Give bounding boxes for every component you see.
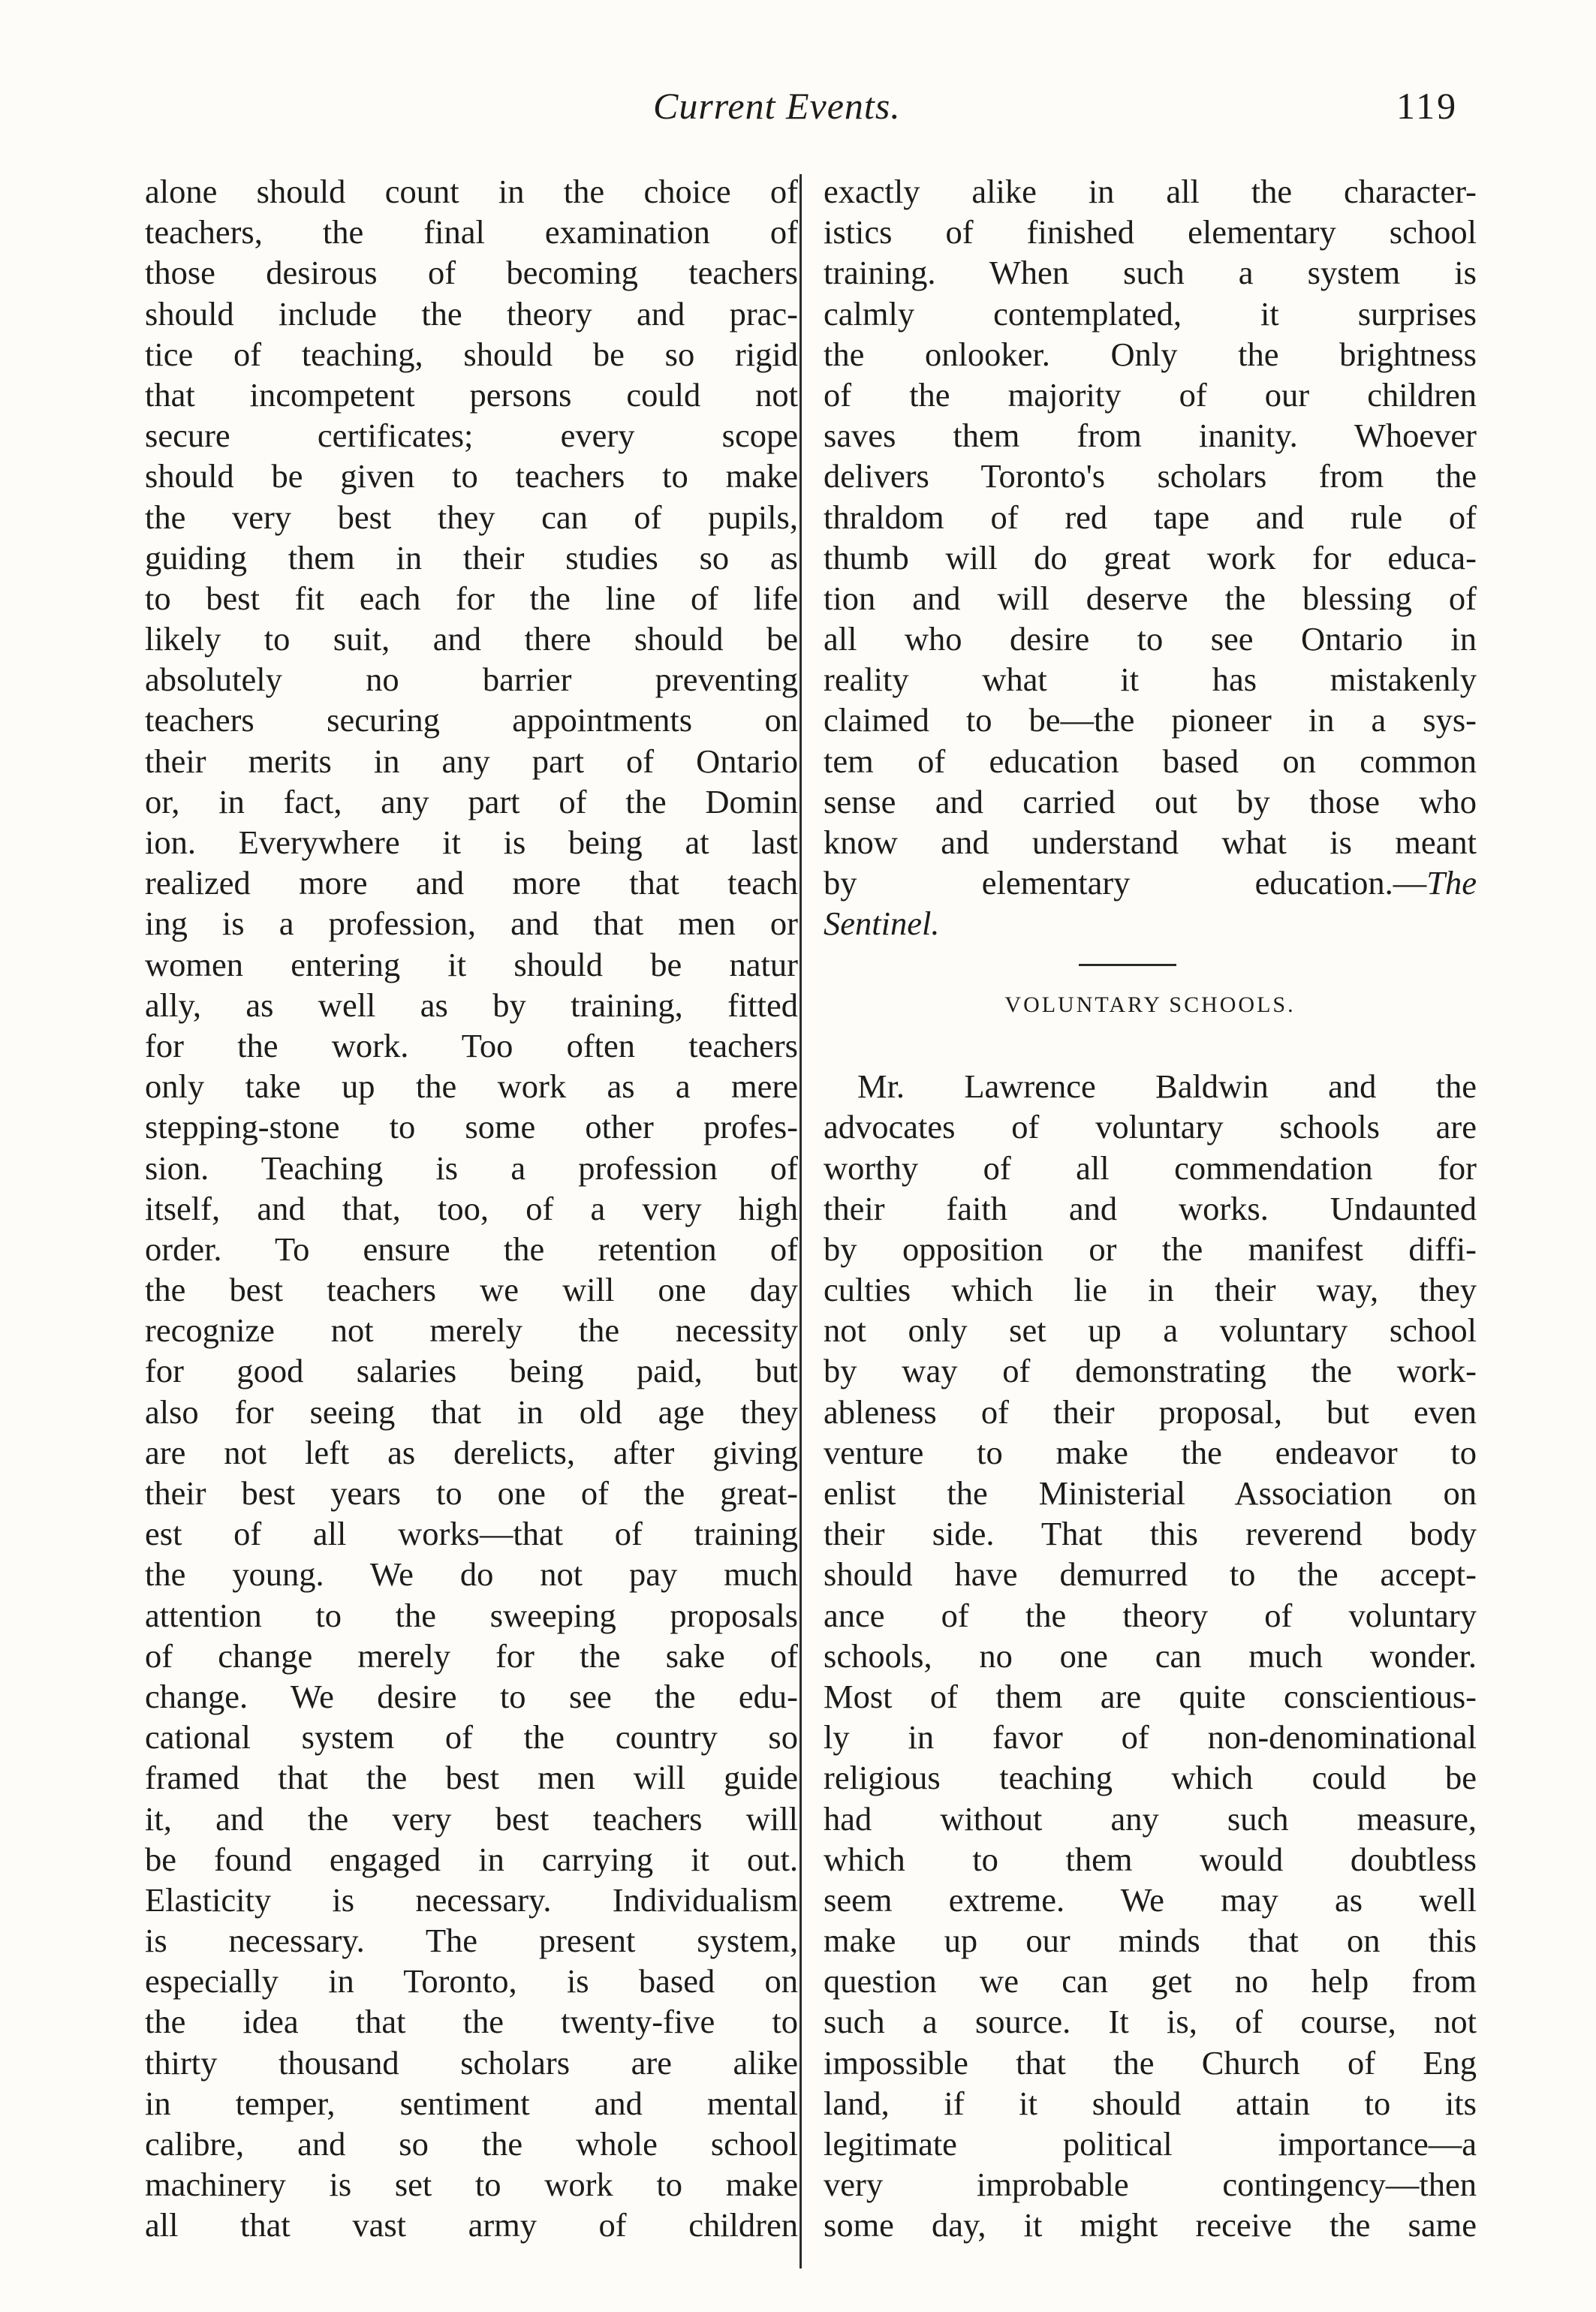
- text-line: is necessary. The present system,: [145, 1922, 798, 1960]
- text-line: be found engaged in carrying it out.: [145, 1840, 798, 1878]
- source-attribution-part1: The: [1426, 864, 1477, 902]
- text-line: should have demurred to the accept-: [824, 1555, 1477, 1594]
- text-line: ion. Everywhere it is being at last: [145, 823, 798, 861]
- signature-line: [824, 862, 1477, 903]
- text-line: make up our minds that on this: [824, 1922, 1477, 1960]
- text-line: sion. Teaching is a profession of: [145, 1148, 798, 1187]
- text-line: saves them from inanity. Whoever: [824, 417, 1477, 455]
- text-line: had without any such measure,: [824, 1799, 1477, 1838]
- text-line: thraldom of red tape and rule of: [824, 498, 1477, 536]
- text-line: of the majority of our children: [824, 375, 1477, 414]
- column-divider: [800, 174, 802, 2268]
- text-line: their best years to one of the great-: [145, 1474, 798, 1512]
- text-line: recognize not merely the necessity: [145, 1311, 798, 1350]
- section-heading: VOLUNTARY SCHOOLS.: [1004, 992, 1296, 1017]
- text-line: worthy of all commendation for: [824, 1148, 1477, 1187]
- source-attribution-part2: Sentinel.: [824, 905, 940, 943]
- left-column: [145, 171, 798, 2246]
- text-line: for the work. Too often teachers: [145, 1026, 798, 1064]
- text-line: by way of demonstrating the work-: [824, 1352, 1477, 1390]
- text-line: delivers Toronto's scholars from the: [824, 457, 1477, 495]
- text-line: all that vast army of children: [145, 2206, 798, 2244]
- text-line: teachers, the final examination of: [145, 213, 798, 251]
- text-line: enlist the Ministerial Association on: [824, 1474, 1477, 1512]
- text-line: sense and carried out by those who: [824, 782, 1477, 820]
- page-number: 119: [1396, 85, 1459, 127]
- text-line: to best fit each for the line of life: [145, 579, 798, 617]
- text-line: the best teachers we will one day: [145, 1271, 798, 1309]
- text-line: tice of teaching, should be so rigid: [145, 335, 798, 373]
- text-line: calmly contemplated, it surprises: [824, 294, 1477, 333]
- text-line: exactly alike in all the character-: [824, 173, 1477, 210]
- text-line: order. To ensure the retention of: [145, 1230, 798, 1268]
- text-line: thirty thousand scholars are alike: [145, 2043, 798, 2082]
- running-head: Current Events.: [653, 85, 901, 127]
- text-line: Most of them are quite conscientious-: [824, 1677, 1477, 1715]
- text-line: legitimate political importance—a: [824, 2125, 1477, 2163]
- text-line: all who desire to see Ontario in: [824, 620, 1477, 658]
- text-line: cational system of the country so: [145, 1718, 798, 1757]
- text-line: training. When such a system is: [824, 254, 1477, 292]
- text-line: should include the theory and prac-: [145, 294, 798, 333]
- text-line: realized more and more that teach: [145, 864, 798, 902]
- text-line: or, in fact, any part of the Domin: [145, 782, 798, 820]
- text-line: itself, and that, too, of a very high: [145, 1189, 798, 1227]
- text-line: ally, as well as by training, fitted: [145, 986, 798, 1024]
- text-line: ing is a profession, and that men or: [145, 905, 798, 943]
- text-line: are not left as derelicts, after giving: [145, 1433, 798, 1471]
- text-line: alone should count in the choice of: [145, 173, 798, 210]
- text-line: ance of the theory of voluntary: [824, 1596, 1477, 1634]
- text-line: secure certificates; every scope: [145, 417, 798, 455]
- text-line: of change merely for the sake of: [145, 1636, 798, 1675]
- text-line: some day, it might receive the same: [824, 2206, 1477, 2244]
- text-line: tion and will deserve the blessing of: [824, 579, 1477, 617]
- text-line: question we can get no help from: [824, 1962, 1477, 2000]
- text-line: seem extreme. We may as well: [824, 1880, 1477, 1919]
- text-line: know and understand what is meant: [824, 823, 1477, 861]
- text-line: teachers securing appointments on: [145, 701, 798, 739]
- text-line: such a source. It is, of course, not: [824, 2003, 1477, 2041]
- text-line: culties which lie in their way, they: [824, 1271, 1477, 1309]
- text-line: ly in favor of non-denominational: [824, 1718, 1477, 1757]
- text-line: absolutely no barrier preventing: [145, 661, 798, 699]
- text-line: their faith and works. Undaunted: [824, 1189, 1477, 1227]
- text-line: that incompetent persons could not: [145, 375, 798, 414]
- text-line: schools, no one can much wonder.: [824, 1636, 1477, 1675]
- text-line: the young. We do not pay much: [145, 1555, 798, 1594]
- text-line: calibre, and so the whole school: [145, 2125, 798, 2163]
- text-line: also for seeing that in old age they: [145, 1392, 798, 1431]
- text-line: the onlooker. Only the brightness: [824, 335, 1477, 373]
- text-line: change. We desire to see the edu-: [145, 1677, 798, 1715]
- right-column: [824, 171, 1477, 2246]
- text-line: only take up the work as a mere: [145, 1067, 798, 1106]
- text-line: advocates of voluntary schools are: [824, 1108, 1477, 1146]
- text-line: it, and the very best teachers will: [145, 1799, 798, 1838]
- text-line: very improbable contingency—then: [824, 2166, 1477, 2204]
- text-line: attention to the sweeping proposals: [145, 1596, 798, 1634]
- text-line: est of all works—that of training: [145, 1515, 798, 1553]
- text-line: by opposition or the manifest diffi-: [824, 1230, 1477, 1268]
- text-line: in temper, sentiment and mental: [145, 2084, 798, 2122]
- text-line: istics of finished elementary school: [824, 213, 1477, 251]
- text-line: Mr. Lawrence Baldwin and the: [857, 1067, 1477, 1106]
- page-header: [0, 84, 1596, 144]
- text-line: their merits in any part of Ontario: [145, 742, 798, 780]
- text-line: not only set up a voluntary school: [824, 1311, 1477, 1350]
- text-line: venture to make the endeavor to: [824, 1433, 1477, 1471]
- text-line: reality what it has mistakenly: [824, 661, 1477, 699]
- text-line: women entering it should be natur: [145, 945, 798, 983]
- text-line: should be given to teachers to make: [145, 457, 798, 495]
- text-line: guiding them in their studies so as: [145, 538, 798, 576]
- text-line: Elasticity is necessary. Individualism: [145, 1880, 798, 1919]
- heading-spacer: [824, 1025, 1477, 1066]
- section-divider: [824, 944, 1477, 985]
- text-line: ableness of their proposal, but even: [824, 1392, 1477, 1431]
- text-line: the idea that the twenty-five to: [145, 2003, 798, 2041]
- text-line: those desirous of becoming teachers: [145, 254, 798, 292]
- text-line: their side. That this reverend body: [824, 1515, 1477, 1553]
- text-line: framed that the best men will guide: [145, 1759, 798, 1797]
- text-line: tem of education based on common: [824, 742, 1477, 780]
- text-line: claimed to be—the pioneer in a sys-: [824, 701, 1477, 739]
- signature-line-text: by elementary education.—: [824, 864, 1427, 902]
- text-line: likely to suit, and there should be: [145, 620, 798, 658]
- text-line: thumb will do great work for educa-: [824, 538, 1477, 576]
- text-line: the very best they can of pupils,: [145, 498, 798, 536]
- text-line: land, if it should attain to its: [824, 2084, 1477, 2122]
- text-line: religious teaching which could be: [824, 1759, 1477, 1797]
- text-line: impossible that the Church of Eng: [824, 2043, 1477, 2082]
- text-line: which to them would doubtless: [824, 1840, 1477, 1878]
- text-line: especially in Toronto, is based on: [145, 1962, 798, 2000]
- text-line: machinery is set to work to make: [145, 2166, 798, 2204]
- text-line: stepping-stone to some other profes-: [145, 1108, 798, 1146]
- text-line: for good salaries being paid, but: [145, 1352, 798, 1390]
